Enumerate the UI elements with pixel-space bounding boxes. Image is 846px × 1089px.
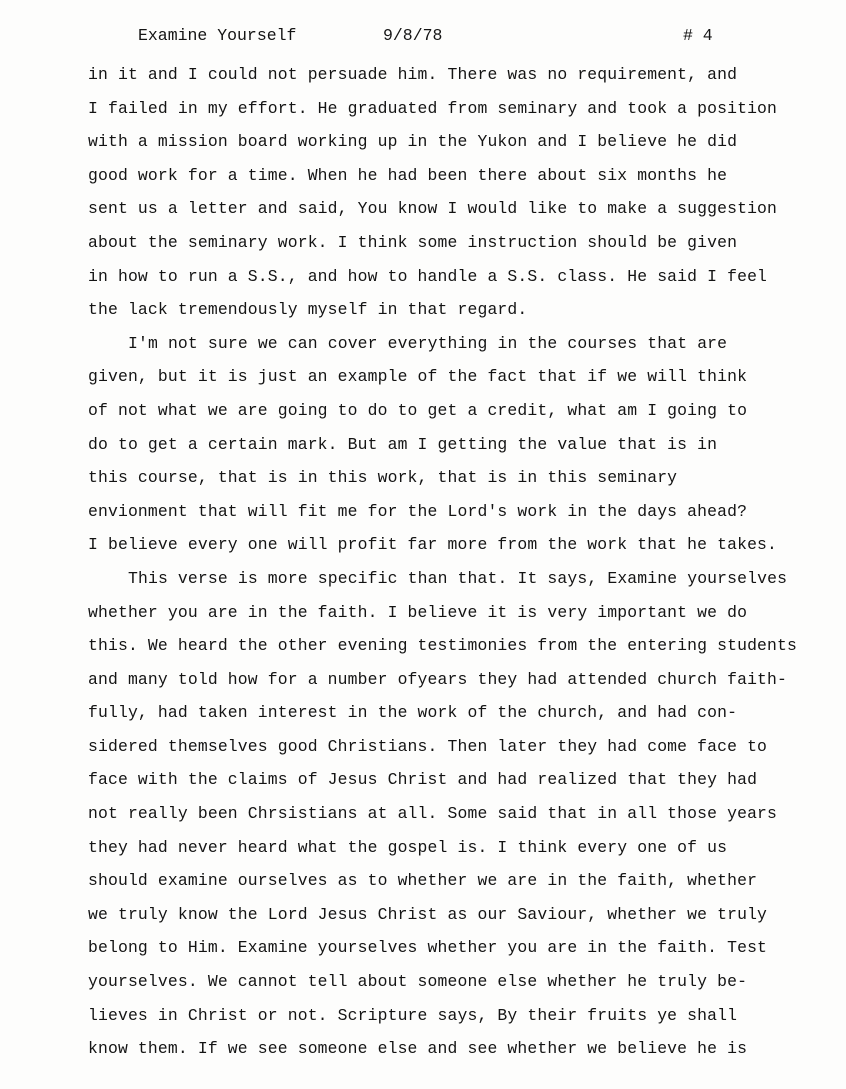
text-line: given, but it is just an example of the fact that if we will think (88, 367, 748, 387)
text-line: This verse is more specific than that. It says, Examine yourselves (128, 568, 788, 588)
body-text (88, 58, 828, 1066)
text-line: we truly know the Lord Jesus Christ as our Saviour, whether we truly (88, 904, 768, 924)
text-line: whether you are in the faith. I believe it is very important we do (88, 602, 748, 622)
text-line: about the seminary work. I think some instruction should be given (88, 232, 738, 252)
text-line: fully, had taken interest in the work of the church, and had con- (88, 703, 738, 723)
text-line: and many told how for a number ofyears they had attended church faith- (88, 669, 788, 689)
text-line: the lack tremendously myself in that regard. (88, 300, 528, 320)
text-line: lieves in Christ or not. Scripture says, By their fruits ye shall (88, 1005, 738, 1025)
header-page-number: # 4 (683, 26, 713, 45)
text-line: should examine ourselves as to whether we are in the faith, whether (88, 871, 758, 891)
text-line: this course, that is in this work, that is in this seminary (88, 468, 678, 488)
text-line: sent us a letter and said, You know I would like to make a suggestion (88, 199, 778, 219)
text-line: they had never heard what the gospel is. I think every one of us (88, 837, 728, 857)
page-header (0, 26, 846, 54)
text-line: sidered themselves good Christians. Then later they had come face to (88, 736, 768, 756)
text-line: this. We heard the other evening testimonies from the entering students (88, 636, 798, 656)
text-line: I'm not sure we can cover everything in the courses that are (128, 333, 728, 353)
text-line: know them. If we see someone else and see whether we believe he is (88, 1039, 748, 1059)
text-line: good work for a time. When he had been there about six months he (88, 165, 728, 185)
text-line: yourselves. We cannot tell about someone else whether he truly be- (88, 972, 748, 992)
header-title: Examine Yourself (138, 26, 297, 45)
text-line: with a mission board working up in the Yukon and I believe he did (88, 132, 738, 152)
text-line: I failed in my effort. He graduated from seminary and took a position (88, 98, 778, 118)
text-line: do to get a certain mark. But am I getting the value that is in (88, 434, 718, 454)
text-line: I believe every one will profit far more from the work that he takes. (88, 535, 778, 555)
text-line: in how to run a S.S., and how to handle a S.S. class. He said I feel (88, 266, 768, 286)
text-line: in it and I could not persuade him. There was no requirement, and (88, 65, 738, 84)
text-line: belong to Him. Examine yourselves whether you are in the faith. Test (88, 938, 768, 958)
text-line: of not what we are going to do to get a credit, what am I going to (88, 400, 748, 420)
text-line: face with the claims of Jesus Christ and had realized that they had (88, 770, 758, 790)
text-line: envionment that will fit me for the Lord's work in the days ahead? (88, 501, 748, 521)
text-line: not really been Chrsistians at all. Some said that in all those years (88, 804, 778, 824)
header-date: 9/8/78 (383, 26, 443, 45)
